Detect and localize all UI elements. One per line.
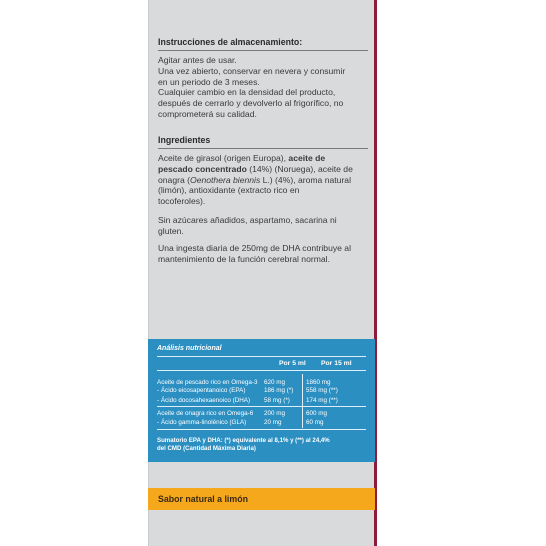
footnote-line: del CMD (Cantidad Máxima Diaria) <box>157 445 256 452</box>
ingredient-text: tocoferoles). <box>158 196 206 207</box>
column-divider <box>302 374 303 428</box>
nutrient-label: Aceite de onagra rico en Omega-6 <box>157 410 254 417</box>
column-header-5ml: Por 5 ml <box>279 360 306 367</box>
nutrition-rule <box>157 429 366 430</box>
ingredient-text: Aceite de girasol (origen Europa), <box>158 153 289 163</box>
ingredients-list <box>158 153 368 207</box>
nutrition-rule <box>157 356 366 357</box>
label-edge-bar <box>374 0 377 546</box>
footnote-line: Sumatorio EPA y DHA: (*) equivalente al 8,1% y (**) al 24,4% <box>157 437 330 444</box>
storage-line: después de cerrarlo y devolverlo al frigorífico, no <box>158 98 344 109</box>
nutrient-value-15ml: 60 mg <box>306 419 324 426</box>
nutrition-rule <box>157 406 366 407</box>
nutrient-value-5ml: 620 mg <box>264 379 286 386</box>
storage-line: Una vez abierto, conservar en nevera y consumir <box>158 65 346 76</box>
dha-claim-line: mantenimiento de la función cerebral normal. <box>158 253 330 264</box>
nutrient-label: - Ácido eicosapentanoico (EPA) <box>157 387 246 394</box>
nutrient-value-5ml: 200 mg <box>264 410 286 417</box>
ingredient-text-italic: Oenothera biennis <box>190 174 261 185</box>
storage-rule <box>158 50 368 51</box>
storage-line: en un periodo de 3 meses. <box>158 76 260 87</box>
nutrient-label: - Ácido docosahexaenoico (DHA) <box>157 397 251 404</box>
nutrition-footnote <box>157 437 369 453</box>
column-header-15ml: Por 15 ml <box>321 360 352 367</box>
nutrient-label: - Ácido gamma-linolénico (GLA) <box>157 419 247 426</box>
ingredients-rule <box>158 148 368 149</box>
nutrient-value-15ml: 558 mg (**) <box>306 387 338 394</box>
ingredient-text-bold: aceite de <box>288 153 326 163</box>
storage-line: Cualquier cambio en la densidad del producto, <box>158 87 336 98</box>
ingredients-heading: Ingredientes <box>158 135 211 145</box>
ingredient-text: onagra ( <box>158 174 191 185</box>
nutrient-value-15ml: 174 mg (**) <box>306 397 338 404</box>
nutrient-value-15ml: 1860 mg <box>306 379 331 386</box>
nutrition-title: Análisis nutricional <box>157 345 222 352</box>
nutrient-value-5ml: 20 mg <box>264 419 282 426</box>
nutrient-value-5ml: 186 mg (*) <box>264 387 294 394</box>
storage-line: comprometerá su calidad. <box>158 108 257 119</box>
ingredient-text-bold: pescado concentrado <box>158 163 247 174</box>
ingredient-text: L.) (4%), aroma natural <box>260 174 351 185</box>
storage-instructions <box>158 55 368 120</box>
nutrition-rule <box>157 370 366 371</box>
flavor-label: Sabor natural a limón <box>158 494 248 504</box>
nutrient-value-15ml: 600 mg <box>306 410 328 417</box>
flavor-banner <box>148 488 375 510</box>
dha-claim <box>158 243 368 265</box>
ingredient-text: (limón), antioxidante (extracto rico en <box>158 185 300 196</box>
nutrient-value-5ml: 58 mg (*) <box>264 397 290 404</box>
ingredient-text: (14%) (Noruega), aceite de <box>246 163 353 174</box>
storage-line: Agitar antes de usar. <box>158 55 237 65</box>
dha-claim-line: Una ingesta diaria de 250mg de DHA contribuye al <box>158 243 351 253</box>
sugar-free-line: gluten. <box>158 225 184 236</box>
nutrition-table <box>148 339 375 462</box>
sugar-free-note <box>158 215 368 237</box>
nutrient-label: Aceite de pescado rico en Omega-3 <box>157 379 258 386</box>
sugar-free-line: Sin azúcares añadidos, aspartamo, sacarina ni <box>158 215 337 225</box>
storage-heading: Instrucciones de almacenamiento: <box>158 37 303 47</box>
